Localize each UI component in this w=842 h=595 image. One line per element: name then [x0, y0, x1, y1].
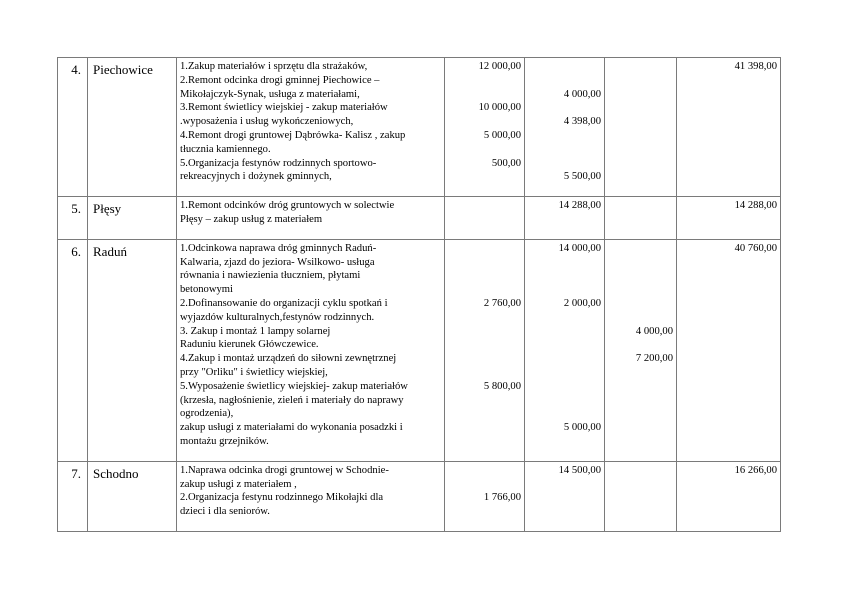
amount-value: [445, 464, 524, 478]
amount-value: [677, 256, 780, 270]
amount-value: 14 288,00: [734, 200, 777, 212]
amount-value: [525, 311, 604, 325]
amount-value: [445, 115, 524, 129]
village-name: Piechowice: [88, 58, 177, 197]
amount-value: [525, 213, 604, 227]
row-number: 6.: [58, 239, 88, 461]
amount-value: 16 266,00: [734, 464, 777, 476]
row-number: 5.: [58, 197, 88, 240]
amount-value: [677, 88, 780, 102]
description-line: 2.Remont odcinka drogi gminnej Piechowice –: [180, 74, 380, 86]
amount-value: 40 760,00: [734, 242, 777, 254]
amount-value: [677, 129, 780, 143]
amount-value: [445, 74, 524, 88]
amount-value: 5 000,00: [483, 129, 521, 141]
amount-value: [525, 505, 604, 519]
amount-value: [605, 256, 676, 270]
amount-value: 14 500,00: [558, 464, 601, 476]
description-line: ogrodzenia),: [180, 408, 234, 420]
amount-value: 41 398,00: [734, 61, 777, 72]
table-row: [58, 461, 781, 531]
amount-value: [445, 325, 524, 339]
description-line: (krzesła, nagłośnienie, zieleń i materiały do naprawy: [180, 394, 404, 406]
table-row: [58, 58, 781, 197]
amount-value: [677, 311, 780, 325]
amount-value: [677, 157, 780, 171]
description-line: 2.Organizacja festynu rodzinnego Mikołajki dla: [180, 492, 384, 504]
amount-value: [677, 491, 780, 505]
amount-value: [677, 143, 780, 157]
amount-value: [605, 88, 676, 102]
table-row: [58, 239, 781, 461]
amount-value: [605, 478, 676, 492]
description-line: 1.Zakup materiałów i sprzętu dla strażaków,: [180, 61, 368, 72]
amount-value: [445, 505, 524, 519]
amount-value: [605, 407, 676, 421]
description-line: zakup usługi z materiałem ,: [180, 478, 297, 490]
amount-value: [605, 338, 676, 352]
amount-value: [525, 352, 604, 366]
description-line: 4.Zakup i montaż urządzeń do siłowni zewnętrznej: [180, 353, 397, 365]
amount-value: [677, 380, 780, 394]
amount-value: 14 000,00: [558, 242, 601, 254]
amount-value: [605, 74, 676, 88]
amount-value: [677, 269, 780, 283]
amount-value: [677, 407, 780, 421]
amount-value: [677, 213, 780, 227]
village-name: Raduń: [88, 239, 177, 461]
amount-value: [445, 394, 524, 408]
amount-value: [525, 394, 604, 408]
task-description: [177, 239, 445, 461]
amount-value: [445, 283, 524, 297]
amount-value: 4 000,00: [635, 325, 673, 337]
amount-value: [677, 338, 780, 352]
amount-value: [605, 129, 676, 143]
amount-value: [525, 269, 604, 283]
amount-value: [677, 435, 780, 449]
amount-value: [677, 352, 780, 366]
amount-value: [677, 478, 780, 492]
amount-value: [525, 380, 604, 394]
amount-value: [445, 256, 524, 270]
amount-value: [605, 269, 676, 283]
amount-value: [605, 491, 676, 505]
amount-value: [605, 505, 676, 519]
amount-value: 7 200,00: [635, 353, 673, 365]
amount-value: 5 800,00: [483, 380, 521, 392]
total-amount: [677, 461, 781, 531]
description-line: 1.Naprawa odcinka drogi gruntowej w Schodnie-: [180, 464, 389, 476]
amount-value: [605, 311, 676, 325]
budget-table: [57, 57, 781, 532]
amount-value: [445, 435, 524, 449]
description-line: równania i nawiezienia tłuczniem, płytami: [180, 270, 361, 282]
amount-value: 2 000,00: [563, 297, 601, 309]
amount-column-a: [445, 58, 525, 197]
amount-column-a: [445, 461, 525, 531]
amount-value: [677, 505, 780, 519]
amount-value: [605, 421, 676, 435]
description-line: dzieci i dla seniorów.: [180, 506, 270, 518]
amount-value: 500,00: [491, 157, 521, 169]
village-name: Schodno: [88, 461, 177, 531]
amount-value: [605, 435, 676, 449]
amount-value: [525, 435, 604, 449]
amount-value: 12 000,00: [478, 61, 521, 72]
amount-value: [445, 338, 524, 352]
description-line: betonowymi: [180, 284, 233, 296]
amount-value: 5 500,00: [563, 171, 601, 183]
description-line: 3. Zakup i montaż 1 lampy solarnej: [180, 325, 331, 337]
amount-value: [525, 129, 604, 143]
description-line: 2.Dofinansowanie do organizacji cyklu spotkań i: [180, 297, 388, 309]
amount-value: [525, 143, 604, 157]
amount-value: [525, 491, 604, 505]
amount-value: 4 398,00: [563, 116, 601, 128]
task-description: [177, 461, 445, 531]
amount-value: [605, 157, 676, 171]
amount-value: [445, 421, 524, 435]
amount-column-b: [525, 239, 605, 461]
amount-value: [677, 115, 780, 129]
description-line: tłucznia kamiennego.: [180, 143, 271, 155]
amount-value: [605, 283, 676, 297]
amount-value: [445, 143, 524, 157]
amount-value: [605, 101, 676, 115]
amount-value: [605, 242, 676, 256]
amount-column-c: [605, 58, 677, 197]
description-line: Płęsy – zakup usług z materiałem: [180, 213, 323, 225]
budget-table-body: [58, 58, 781, 532]
amount-value: [605, 170, 676, 184]
amount-column-c: [605, 239, 677, 461]
amount-column-c: [605, 461, 677, 531]
description-line: zakup usługi z materiałami do wykonania posadzki i: [180, 422, 403, 434]
amount-value: [525, 283, 604, 297]
amount-value: [525, 157, 604, 171]
amount-value: [445, 407, 524, 421]
row-number: 4.: [58, 58, 88, 197]
amount-value: 2 760,00: [483, 297, 521, 309]
amount-value: [525, 366, 604, 380]
table-row: [58, 197, 781, 240]
amount-value: 4 000,00: [563, 88, 601, 100]
description-line: 1.Odcinkowa naprawa dróg gminnych Raduń-: [180, 242, 377, 254]
description-line: 5.Organizacja festynów rodzinnych sportowo-: [180, 157, 377, 169]
description-line: wyjazdów kulturalnych,festynów rodzinnych.: [180, 311, 375, 323]
amount-value: [525, 60, 604, 74]
amount-value: [677, 170, 780, 184]
amount-column-b: [525, 58, 605, 197]
total-amount: [677, 197, 781, 240]
village-name: Płęsy: [88, 197, 177, 240]
amount-column-b: [525, 461, 605, 531]
amount-value: [525, 478, 604, 492]
amount-column-c: [605, 197, 677, 240]
amount-value: [605, 366, 676, 380]
description-line: 3.Remont świetlicy wiejskiej - zakup materiałów: [180, 102, 388, 114]
description-line: Raduniu kierunek Główczewice.: [180, 339, 319, 351]
amount-value: [677, 325, 780, 339]
amount-value: [677, 283, 780, 297]
description-line: 1.Remont odcinków dróg gruntowych w solectwie: [180, 200, 395, 212]
amount-value: 5 000,00: [563, 422, 601, 434]
description-line: Kalwaria, zjazd do jeziora- Wsilkowo- usługa: [180, 256, 375, 268]
amount-value: [445, 478, 524, 492]
amount-value: 10 000,00: [478, 102, 521, 114]
amount-value: [525, 256, 604, 270]
amount-value: [605, 380, 676, 394]
amount-value: [525, 74, 604, 88]
amount-value: [525, 338, 604, 352]
amount-value: [677, 421, 780, 435]
total-amount: [677, 239, 781, 461]
amount-value: [605, 143, 676, 157]
amount-value: [445, 366, 524, 380]
description-line: 5.Wyposażenie świetlicy wiejskiej- zakup materiałów: [180, 380, 408, 392]
amount-value: [605, 297, 676, 311]
description-line: rekreacyjnych i dożynek gminnych,: [180, 171, 332, 183]
amount-value: [525, 407, 604, 421]
amount-value: [677, 297, 780, 311]
description-line: .wyposażenia i usług wykończeniowych,: [180, 116, 354, 128]
amount-value: [445, 242, 524, 256]
amount-value: [525, 325, 604, 339]
amount-value: 14 288,00: [558, 200, 601, 212]
amount-value: [445, 170, 524, 184]
total-amount: [677, 58, 781, 197]
task-description: [177, 197, 445, 240]
task-description: [177, 58, 445, 197]
amount-value: [445, 311, 524, 325]
amount-column-a: [445, 197, 525, 240]
amount-value: [445, 213, 524, 227]
description-line: montażu grzejników.: [180, 435, 269, 447]
amount-value: 1 766,00: [483, 492, 521, 504]
amount-column-b: [525, 197, 605, 240]
amount-value: [445, 199, 524, 213]
description-line: przy "Orliku" i świetlicy wiejskiej,: [180, 366, 328, 378]
description-line: Mikołajczyk-Synak, usługa z materiałami,: [180, 88, 360, 100]
amount-value: [605, 394, 676, 408]
amount-value: [605, 199, 676, 213]
amount-value: [677, 74, 780, 88]
amount-value: [605, 115, 676, 129]
description-line: 4.Remont drogi gruntowej Dąbrówka- Kalisz , zakup: [180, 129, 406, 141]
amount-value: [605, 213, 676, 227]
amount-value: [677, 394, 780, 408]
amount-value: [605, 464, 676, 478]
amount-value: [677, 101, 780, 115]
amount-value: [525, 101, 604, 115]
amount-value: [677, 366, 780, 380]
amount-value: [605, 60, 676, 74]
amount-column-a: [445, 239, 525, 461]
amount-value: [445, 88, 524, 102]
amount-value: [445, 352, 524, 366]
amount-value: [445, 269, 524, 283]
row-number: 7.: [58, 461, 88, 531]
